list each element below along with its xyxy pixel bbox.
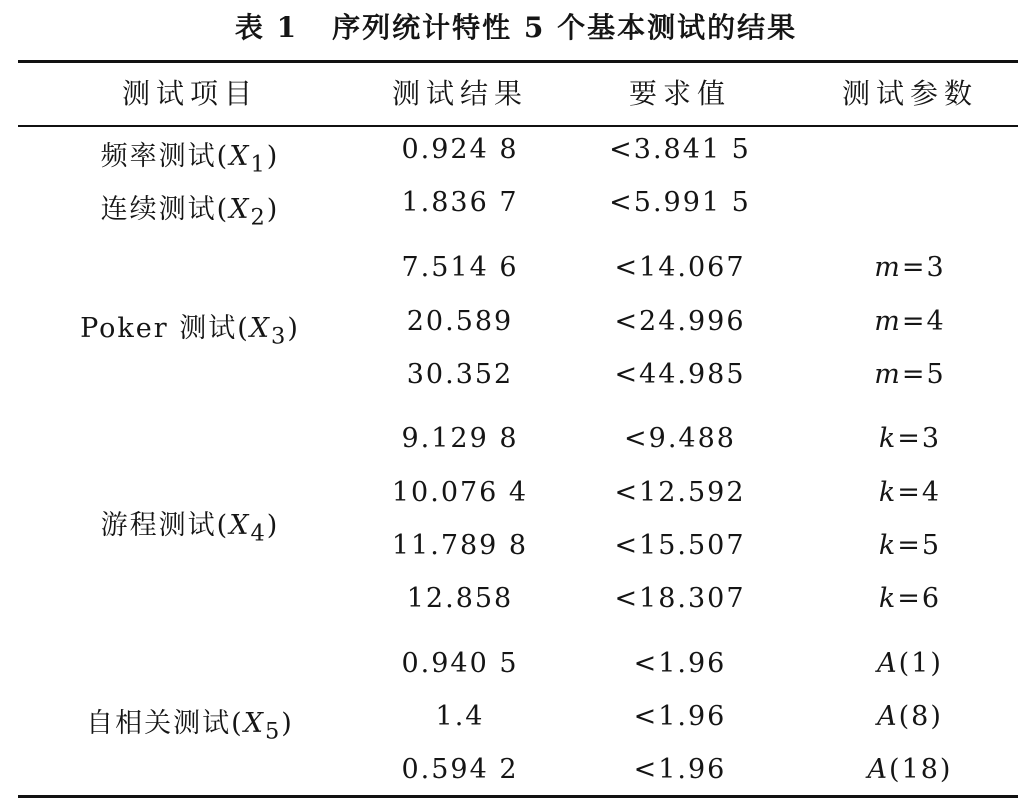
top-rule — [18, 60, 1018, 63]
test-parameter: m=3 — [874, 252, 946, 283]
test-parameter: k=5 — [878, 530, 942, 561]
test-parameter: A(1) — [877, 648, 943, 679]
required-value: <15.507 — [614, 530, 746, 561]
header-test-parameter: 测试参数 — [841, 77, 978, 110]
required-value: <5.991 5 — [609, 187, 751, 218]
test-parameter: A(8) — [877, 701, 943, 732]
test-parameter: A(18) — [867, 754, 953, 785]
test-result-value: 7.514 6 — [401, 252, 519, 283]
test-parameter: k=3 — [878, 423, 942, 454]
test-result-value: 1.4 — [435, 701, 485, 732]
header-test-result: 测试结果 — [391, 77, 528, 110]
test-item-label: 连续测试$(X_2)$ — [100, 194, 280, 231]
test-parameter: m=4 — [874, 306, 946, 337]
test-result-value: 9.129 8 — [401, 423, 519, 454]
required-value: <1.96 — [633, 701, 727, 732]
test-result-value: 20.589 — [406, 306, 514, 337]
test-item-label: 游程测试$(X_4)$ — [100, 510, 280, 547]
required-value: <1.96 — [633, 754, 727, 785]
required-value: <18.307 — [614, 583, 746, 614]
test-parameter: k=4 — [878, 477, 942, 508]
test-result-value: 0.940 5 — [401, 648, 519, 679]
header-required-value: 要求值 — [628, 77, 731, 110]
required-value: <1.96 — [633, 648, 727, 679]
required-value: <14.067 — [614, 252, 746, 283]
test-result-value: 30.352 — [406, 359, 514, 390]
test-parameter: k=6 — [878, 583, 942, 614]
test-result-value: 0.594 2 — [401, 754, 519, 785]
required-value: <44.985 — [614, 359, 746, 390]
test-parameter: m=5 — [874, 359, 946, 390]
test-result-value: 10.076 4 — [391, 477, 529, 508]
required-value: <12.592 — [614, 477, 746, 508]
test-result-value: 11.789 8 — [391, 530, 529, 561]
header-rule — [18, 125, 1018, 127]
test-result-value: 12.858 — [406, 583, 514, 614]
bottom-rule — [18, 795, 1018, 798]
required-value: <9.488 — [624, 423, 736, 454]
header-test-item: 测试项目 — [121, 77, 258, 110]
table-title: 序列统计特性 5 个基本测试的结果 — [332, 11, 798, 44]
test-item-label: 频率测试$(X_1)$ — [100, 141, 280, 178]
test-result-value: 1.836 7 — [401, 187, 519, 218]
test-item-label: 自相关测试$(X_5)$ — [86, 708, 294, 745]
table-caption — [0, 6, 1032, 46]
test-result-value: 0.924 8 — [401, 134, 519, 165]
required-value: <3.841 5 — [609, 134, 751, 165]
test-item-label: Poker 测试$(X_3)$ — [80, 312, 300, 349]
required-value: <24.996 — [614, 306, 746, 337]
table-number: 表 1 — [234, 11, 299, 44]
